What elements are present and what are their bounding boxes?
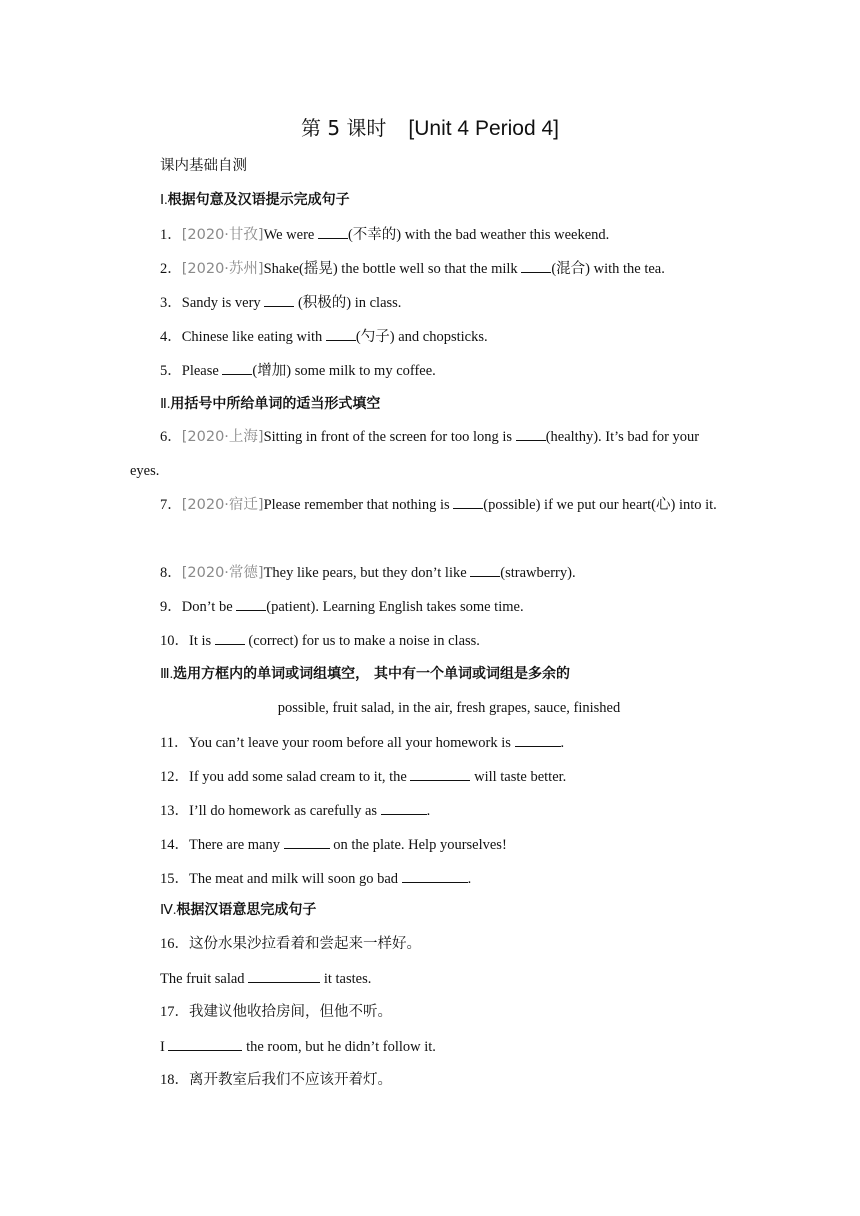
question-8 bbox=[160, 562, 732, 583]
question-18-prompt bbox=[160, 1070, 732, 1090]
text-span: [2020·甘孜] bbox=[181, 227, 264, 243]
text-span: (不幸的) with the bad weather this weekend. bbox=[347, 227, 610, 243]
question-4 bbox=[160, 326, 732, 347]
text-span: 这份水果沙拉看着和尝起来一样好。 bbox=[189, 936, 421, 952]
text-span: it tastes. bbox=[323, 971, 372, 987]
question-16-answer bbox=[160, 968, 732, 989]
question-3 bbox=[160, 292, 732, 313]
text-span: (healthy). It’s bad for your eyes. bbox=[130, 429, 700, 479]
text-span: Don’t be bbox=[181, 599, 237, 615]
text-span: Please remember that nothing is bbox=[263, 497, 454, 513]
text-span: 10． bbox=[160, 633, 189, 649]
text-span: The fruit salad bbox=[160, 971, 249, 987]
text-span: the room, but he didn’t follow it. bbox=[246, 1039, 436, 1055]
word-box: possible, fruit salad, in the air, fresh grapes, sauce, finished bbox=[277, 700, 621, 716]
text-span: 8． bbox=[160, 565, 182, 581]
text-span: 根据汉语意思完成句子 bbox=[176, 902, 317, 918]
text-span: 4． bbox=[160, 329, 182, 345]
text-span: 7． bbox=[160, 497, 182, 513]
text-span: [2020·宿迁] bbox=[181, 497, 264, 513]
text-span: 离开教室后我们不应该开着灯。 bbox=[189, 1072, 392, 1088]
question-6 bbox=[130, 420, 732, 488]
text-span: Ⅰ. bbox=[160, 193, 168, 208]
text-span: (possible) if we put our heart(心) into it. bbox=[483, 497, 717, 513]
answer-blank[interactable] bbox=[402, 868, 468, 883]
question-12 bbox=[160, 766, 732, 787]
text-span: will taste better. bbox=[470, 769, 567, 785]
text-span: 18． bbox=[160, 1072, 189, 1088]
text-span: They like pears, but they don’t like bbox=[263, 565, 471, 581]
text-span: 16． bbox=[160, 936, 189, 952]
text-span: [2020·上海] bbox=[181, 429, 264, 445]
answer-blank[interactable] bbox=[236, 596, 266, 611]
answer-blank[interactable] bbox=[264, 292, 294, 307]
text-span: . bbox=[467, 871, 472, 887]
text-span: (correct) for us to make a noise in class. bbox=[244, 633, 480, 649]
section-2-heading bbox=[160, 394, 732, 415]
text-span: (strawberry). bbox=[500, 565, 576, 581]
text-span: [2020·常德] bbox=[181, 565, 264, 581]
text-span: 9． bbox=[160, 599, 182, 615]
question-1 bbox=[160, 224, 732, 245]
answer-blank[interactable] bbox=[318, 224, 348, 239]
text-span: If you add some salad cream to it, the bbox=[189, 769, 411, 785]
text-span: It is bbox=[189, 633, 215, 649]
section-3-heading bbox=[160, 664, 732, 685]
text-span: Chinese like eating with bbox=[181, 329, 326, 345]
text-span: I bbox=[160, 1039, 169, 1055]
text-span: 选用方框内的单词或词组填空， 其中有一个单词或词组是多余的 bbox=[173, 666, 571, 682]
answer-blank[interactable] bbox=[470, 562, 500, 577]
question-10 bbox=[160, 630, 732, 651]
answer-blank[interactable] bbox=[521, 258, 551, 273]
text-span: (增加) some milk to my coffee. bbox=[252, 363, 436, 379]
question-15 bbox=[160, 868, 732, 889]
text-span: There are many bbox=[189, 837, 284, 853]
text-span: 6． bbox=[160, 429, 182, 445]
title-lesson: 第 5 课时 bbox=[300, 116, 387, 140]
text-span: on the plate. Help yourselves! bbox=[329, 837, 507, 853]
question-16-prompt bbox=[160, 934, 732, 954]
answer-blank[interactable] bbox=[215, 630, 245, 645]
text-span: Ⅲ. bbox=[160, 667, 174, 682]
text-span: 15． bbox=[160, 871, 189, 887]
text-span: Ⅳ. bbox=[160, 903, 177, 918]
text-span: Shake(摇晃) the bottle well so that the milk bbox=[263, 261, 522, 277]
question-9 bbox=[160, 596, 732, 617]
answer-blank[interactable] bbox=[410, 766, 470, 781]
text-span: We were bbox=[263, 227, 318, 243]
text-span: (积极的) in class. bbox=[294, 295, 402, 311]
text-span: 17． bbox=[160, 1004, 189, 1020]
question-14 bbox=[160, 834, 732, 855]
answer-blank[interactable] bbox=[248, 968, 320, 983]
text-span: 11． bbox=[160, 735, 189, 751]
text-span: The meat and milk will soon go bad bbox=[189, 871, 402, 887]
question-7 bbox=[130, 488, 732, 522]
text-span: 5． bbox=[160, 363, 182, 379]
question-11 bbox=[160, 732, 732, 753]
text-span: Ⅱ. bbox=[160, 397, 171, 412]
text-span: . bbox=[426, 803, 431, 819]
text-span: [2020·苏州] bbox=[181, 261, 264, 277]
text-span: 12． bbox=[160, 769, 189, 785]
answer-blank[interactable] bbox=[284, 834, 330, 849]
answer-blank[interactable] bbox=[516, 426, 546, 441]
text-span: Please bbox=[181, 363, 223, 379]
text-span: (勺子) and chopsticks. bbox=[355, 329, 488, 345]
text-span: 3． bbox=[160, 295, 182, 311]
title-unit: [Unit 4 Period 4] bbox=[408, 117, 560, 140]
answer-blank[interactable] bbox=[326, 326, 356, 341]
question-17-answer bbox=[160, 1036, 732, 1057]
answer-blank[interactable] bbox=[222, 360, 252, 375]
text-span: I’ll do homework as carefully as bbox=[189, 803, 381, 819]
text-span: 1． bbox=[160, 227, 182, 243]
text-span: 我建议他收拾房间，但他不听。 bbox=[189, 1004, 392, 1020]
text-span: (混合) with the tea. bbox=[551, 261, 665, 277]
text-span: (patient). Learning English takes some time. bbox=[266, 599, 524, 615]
subtitle: 课内基础自测 bbox=[160, 158, 247, 174]
text-span: You can’t leave your room before all your homework is bbox=[188, 735, 515, 751]
question-5 bbox=[160, 360, 732, 381]
text-span: 13． bbox=[160, 803, 189, 819]
question-17-prompt bbox=[160, 1002, 732, 1022]
text-span: Sitting in front of the screen for too long is bbox=[263, 429, 516, 445]
page-title bbox=[0, 112, 860, 141]
text-span: 14． bbox=[160, 837, 189, 853]
question-2 bbox=[160, 258, 732, 279]
text-span: 2． bbox=[160, 261, 182, 277]
answer-blank[interactable] bbox=[168, 1036, 242, 1051]
text-span: 根据句意及汉语提示完成句子 bbox=[167, 192, 350, 208]
section-1-heading bbox=[160, 190, 732, 211]
text-span: . bbox=[560, 735, 565, 751]
text-span: 用括号中所给单词的适当形式填空 bbox=[170, 396, 381, 412]
answer-blank[interactable] bbox=[515, 732, 561, 747]
answer-blank[interactable] bbox=[381, 800, 427, 815]
text-span: Sandy is very bbox=[181, 295, 265, 311]
section-4-heading bbox=[160, 900, 732, 921]
answer-blank[interactable] bbox=[453, 494, 483, 509]
question-13 bbox=[160, 800, 732, 821]
